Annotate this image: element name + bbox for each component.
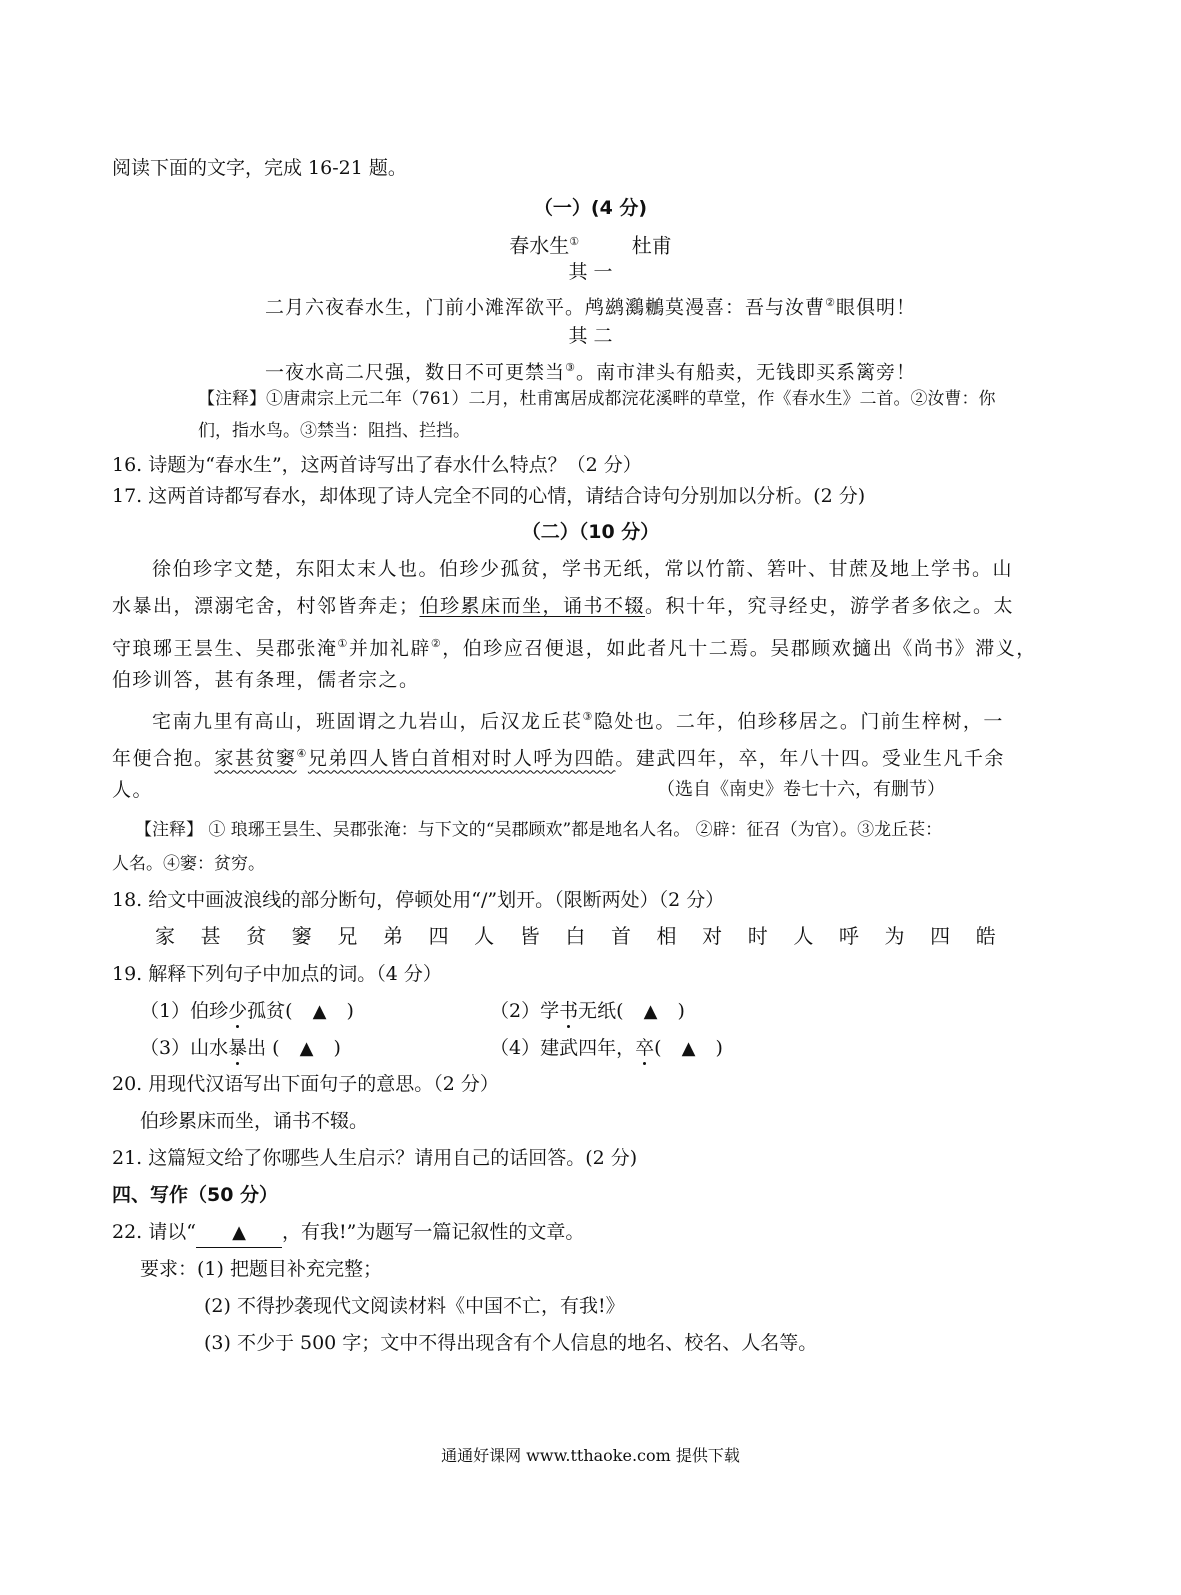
prose-p2-line2 [112,740,1005,772]
q18-char: 人 [474,924,495,948]
prose-note-4: ④ [296,747,308,760]
requirement-3: (3) 不少于 500 字；文中不得出现含有个人信息的地名、校名、人名等。 [204,1332,818,1354]
answer-marker-icon: ▲ [681,1038,696,1059]
poem-part2-text-a: 一夜水高二尺强，数日不可更禁当 [265,361,566,384]
prose-p2-line2-a: 年便合抱。 [112,747,215,770]
prose-p1-line2 [112,592,1014,620]
q19-item-3-text-c: ) [333,1037,341,1059]
q18-char: 甚 [200,924,221,948]
q18-char: 贫 [246,924,267,948]
prose-p1-line3-a: 守琅琊王昙生、吴郡张淹 [112,637,338,660]
q18-char: 时 [747,924,768,948]
prose-p2-line2-b: 。建武四年，卒，年八十四。受业生凡千余 [615,747,1005,770]
q19-item-1 [140,997,354,1026]
poem-notes-line1: 【注释】①唐肃宗上元二年（761）二月，杜甫寓居成都浣花溪畔的草堂，作《春水生》二首。②汝曹：你 [198,389,996,409]
q19-item-2-dotted-word: 书 [559,1000,579,1022]
q18-char: 四 [930,924,951,948]
page-footer: 通通好课网 www.tthaoke.com 提供下载 [441,1446,740,1465]
q19-item-1-text-b: 孤贫( [247,1000,293,1022]
prose-section-heading: （二）（10 分） [521,521,660,543]
prose-p1-line2-b: 。积十年，究寻经史，游学者多依之。太 [645,595,1015,617]
poem-part1-note: ② [825,296,836,309]
q19-item-2 [490,997,685,1026]
question-22-text-b: ，有我!”为题写一篇记叙性的文章。 [281,1221,585,1243]
question-21: 21. 这篇短文给了你哪些人生启示？请用自己的话回答。(2 分) [112,1147,638,1169]
requirement-1: 要求：(1) 把题目补充完整； [140,1258,382,1280]
q18-char: 皓 [975,924,996,948]
poem-part2-text-b: 。南市津头有船卖，无钱即买系篱旁！ [575,361,916,384]
poem-part2-text [0,354,1181,386]
poem-part2-label: 其 二 [568,325,613,347]
poem-part1-text [0,289,1181,321]
prose-note-2: ② [430,637,443,650]
poem-notes-line2: 们，指水鸟。③禁当：阻挡、拦挡。 [198,421,470,441]
reading-intro: 阅读下面的文字，完成 16-21 题。 [112,157,407,179]
poem-title-note: ① [569,235,580,248]
question-22 [112,1218,584,1248]
q18-char: 兄 [337,924,358,948]
prose-p1-line1: 徐伯珍字文楚，东阳太末人也。伯珍少孤贫，学书无纸，常以竹箭、箬叶、甘蔗及地上学书。山 [152,558,1014,580]
poem-title: 春水生 [509,233,570,258]
title-blank [196,1218,282,1248]
prose-p2-line1-a: 宅南九里有高山，班固谓之九岩山，后汉龙丘苌 [152,710,583,733]
prose-p2-line1-b: 隐处也。二年，伯珍移居之。门前生梓树，一 [593,710,1004,733]
question-16: 16. 诗题为“春水生”，这两首诗写出了春水什么特点？（2 分） [112,454,642,476]
q18-char: 相 [656,924,677,948]
q19-item-3-text-b: 出 ( [247,1037,280,1059]
prose-p2-line3: 人。 [112,779,154,801]
prose-note-3: ③ [582,710,594,723]
q18-char: 窭 [291,924,312,948]
prose-source: （选自《南史》卷七十六，有删节） [657,779,945,800]
q19-item-2-text-c: ) [677,1000,685,1022]
section-4-heading: 四、写作（50 分） [112,1184,279,1206]
prose-p1-line3-b: 并加礼辟 [348,637,431,660]
prose-p1-line3-c: ，伯珍应召便退，如此者凡十二焉。吴郡顾欢擿出《尚书》滞义， [442,637,1037,660]
answer-marker-icon: ▲ [232,1222,246,1243]
poem-title-line [0,228,1181,260]
underlined-sentence: 伯珍累床而坐，诵书不辍 [419,595,646,617]
q19-item-4 [490,1034,723,1063]
poem-author: 杜甫 [631,233,672,258]
prose-p2-line1 [152,703,1004,735]
q19-item-4-dotted-word: 卒 [635,1037,655,1059]
question-22-text-a: 22. 请以“ [112,1221,196,1243]
q19-item-1-text-c: ) [346,1000,354,1022]
q18-char: 弟 [382,924,403,948]
poem-section-heading: （一）(4 分) [533,197,648,219]
poem-section-title [0,194,1181,222]
answer-marker-icon: ▲ [299,1038,314,1059]
q19-item-1-text-a: （1）伯珍 [140,1000,229,1022]
wavy-underlined-part1: 家甚贫窭 [214,747,297,770]
q18-char: 家 [155,924,175,948]
q20-sentence: 伯珍累床而坐，诵书不辍。 [140,1110,369,1132]
question-19: 19. 解释下列句子中加点的词。（4 分） [112,963,442,985]
answer-marker-icon: ▲ [312,1001,327,1022]
q19-item-1-dotted-word: 少 [228,1000,248,1022]
question-18: 18. 给文中画波浪线的部分断句，停顿处用“/”划开。（限断两处）（2 分） [112,889,725,911]
q19-item-3 [140,1034,341,1063]
prose-section-title [0,518,1181,546]
q18-char: 对 [702,924,723,948]
q19-item-2-text-b: 无纸( [578,1000,624,1022]
prose-p1-line3 [112,630,1037,662]
question-20: 20. 用现代汉语写出下面句子的意思。（2 分） [112,1073,499,1095]
prose-notes-line1: 【注释】 ① 琅琊王昙生、吴郡张淹：与下文的“吴郡顾欢”都是地名人名。 ②辟：征召（为官）。③龙丘苌： [135,820,943,840]
prose-note-1: ① [337,637,349,650]
requirement-2: (2) 不得抄袭现代文阅读材料《中国不亡，有我!》 [204,1295,625,1317]
poem-part2-note: ③ [565,361,576,374]
q18-char: 人 [793,924,814,948]
q19-item-4-text-a: （4）建武四年， [490,1037,636,1059]
q18-char: 皆 [519,924,540,948]
q18-char: 白 [565,924,586,948]
prose-p1-line2-a: 水暴出，漂溺宅舍，村邻皆奔走； [112,595,420,617]
q18-character-row [155,922,1021,950]
q19-item-4-text-b: ( [654,1037,662,1059]
poem-part1-label: 其 一 [568,261,613,283]
q19-item-4-text-c: ) [715,1037,723,1059]
poem-part1-text-b: 眼俱明！ [835,296,916,319]
wavy-underlined-part2: 兄弟四人皆白首相对时人呼为四皓 [307,747,616,770]
poem-part1-text-a: 二月六夜春水生，门前小滩浑欲平。鸬鹚鸂鶒莫漫喜：吾与汝曹 [265,296,826,319]
q19-item-3-text-a: （3）山水 [140,1037,229,1059]
q19-item-2-text-a: （2）学 [490,1000,560,1022]
question-17: 17. 这两首诗都写春水，却体现了诗人完全不同的心情，请结合诗句分别加以分析。(2 分) [112,485,866,507]
prose-p1-line4: 伯珍训答，甚有条理，儒者宗之。 [112,669,420,691]
answer-marker-icon: ▲ [643,1001,658,1022]
q19-item-3-dotted-word: 暴 [228,1037,248,1059]
q18-char: 四 [428,924,449,948]
prose-notes-line2: 人名。④窭：贫穷。 [112,854,265,874]
q18-char: 呼 [838,924,859,948]
q18-char: 首 [610,924,631,948]
q18-char: 为 [884,924,905,948]
